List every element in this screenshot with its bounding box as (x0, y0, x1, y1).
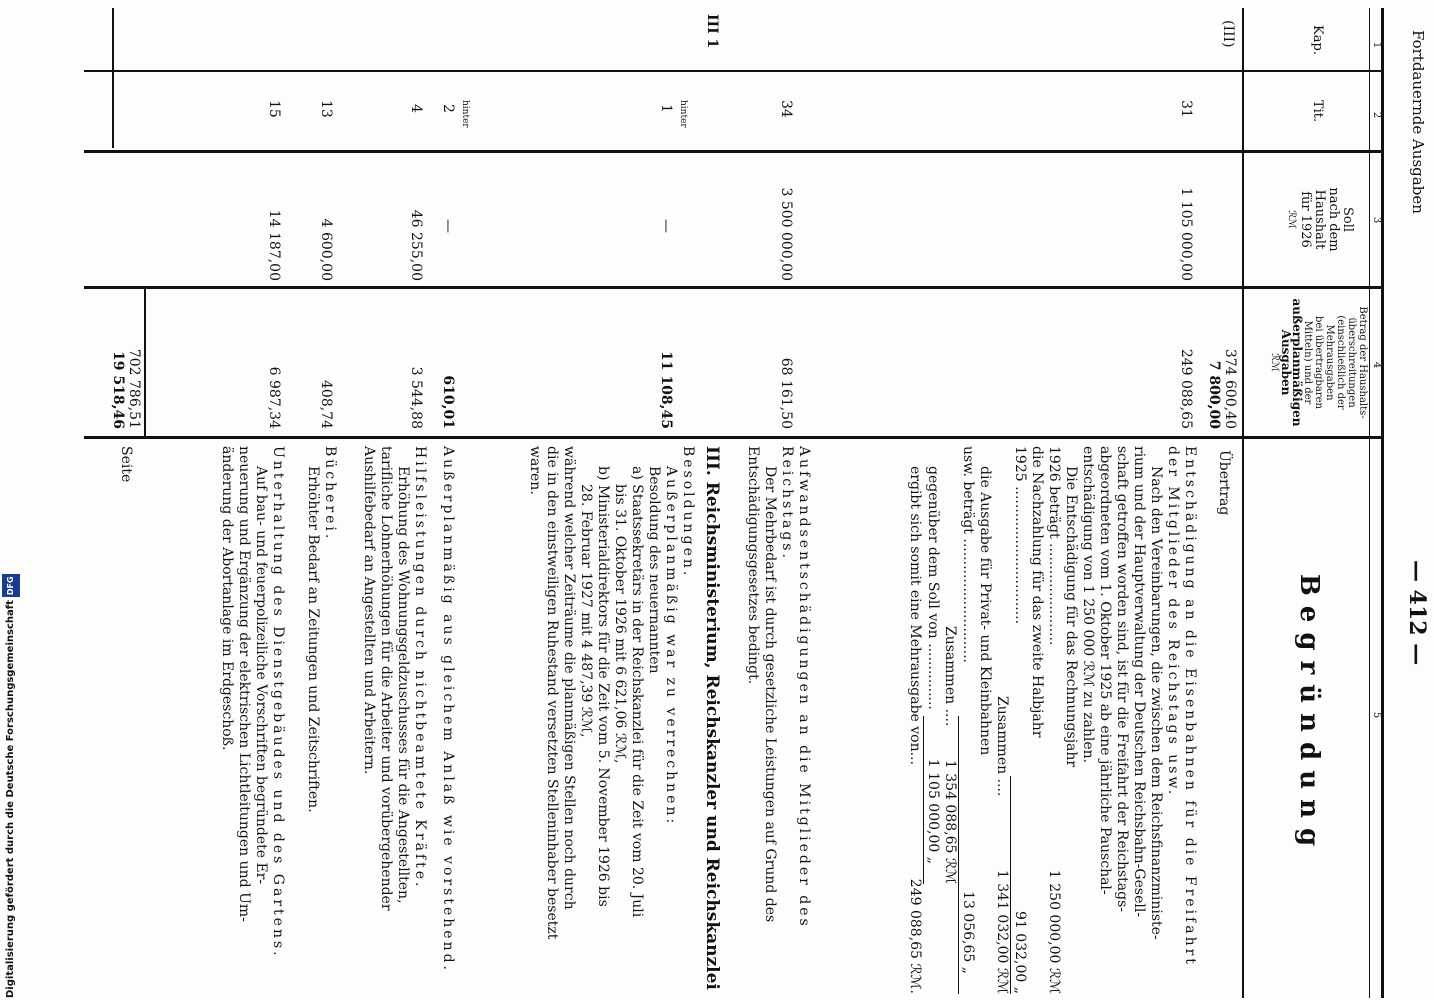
betrag-4: 3 544,88 (408, 366, 424, 429)
col-number-3: 3 (1371, 216, 1382, 224)
betrag-13: 408,74 (318, 380, 334, 429)
begruendung-13: Bücherei. Erhöhter Bedarf an Zeitungen und Zeitschriften. (305, 446, 338, 813)
uebertrag-label: Übertrag (1216, 450, 1232, 516)
begruendung-31: Entschädigung an die Eisenbahnen für die Freifahrt der Mitglieder des Reichstags usw. Nach den Vereinbarungen, die zwischen dem Reichsfinanzministe- rium und der Hauptverwaltung der Deutschen Reichsbahn-Gesell- schaft getroffen worden sind, ist für die Freifahrt der Reichstags- abgeordneten vom 1. Oktober 1925 ab eine jährliche Pauschal- entschädigung von 1 250 000 ℛℳ zu zahlen. Die Entschädigung für das Rechnungsjahr 1926 beträgt ....................... 1 250 000,00 ℛℳ die Nachzahlung für das zweite Halbjahr 1925 ............................... 91 032,00 „ Zusammen .... 1 341 032,00 ℛℳ die Ausgabe für Privat- und Kleinbahnen usw. beträgt ............................ 13 056,65 „ Zusammen .... 1 354 088,65 ℛℳ gegenüber dem Soll von ............... 1 105 000,00 „ ergibt sich somit eine Mehrausgabe von... 249 088,65 ℛℳ. (907, 446, 1198, 994)
header-betrag: Betrag der Haushalts- überschreitungen (einschließlich der Mehrausgaben bei übertragbaren Mitteln) und der außerplanmäßigen Ausgaben ℛℳ (1269, 298, 1368, 427)
col-number-4: 4 (1371, 361, 1382, 369)
soll-13: 4 600,00 (318, 218, 334, 281)
footer-label: Seite (118, 446, 134, 483)
begruendung-4: Hilfsleistungen durch nichtbeamtete Kräfte. Erhöhung des Wohnungsgeldzuschusses für die Angestellten, tarifliche Lohnerhöhungen für die Arbeiter und vorübergehender Aushilfebedarf an Angestellten und Arbeitern. (361, 446, 428, 911)
tit-34: 34 (778, 100, 794, 118)
col-number-2: 2 (1371, 111, 1382, 119)
total-2: 19 518,46 (110, 351, 126, 429)
running-title: Fortdauernde Ausgaben (1409, 30, 1427, 214)
tit-pre-1: hinter (678, 100, 688, 128)
soll-4: 46 255,00 (408, 209, 424, 281)
soll-hinter-1: — (658, 219, 674, 233)
heading-31: Entschädigung an die Eisenbahnen für die Freifahrt der Mitglieder des Reichstags usw. (1165, 446, 1198, 967)
tit-13: 13 (318, 100, 334, 118)
betrag-hinter-2: 610,01 (440, 375, 456, 429)
begruendung-hinter-1: Besoldungen. Außerplanmäßig war zu verrechnen: Besoldung des neuernannten a) Staatssekretärs in der Reichskanzlei für die Zeit vom 20. Juli bis 31. Oktober 1926 mit 6 621,06 ℛℳ, b) Ministerialdirektors für die Zeit vom 5. November 1926 bis 28. Februar 1927 mit 4 487,39 ℛℳ, während welcher Zeiträume die planmäßigen Stellen noch durch die in den einstweiligen Ruhestand versetzten Stelleninhaber besetzt waren. (527, 446, 696, 940)
begruendung-hinter-2: Außerplanmäßig aus gleichem Anlaß wie vorstehend. (440, 446, 456, 973)
dfg-logo: DFG (2, 574, 20, 597)
soll-34: 3 500 000,00 (778, 187, 794, 281)
tit-hinter-1: 1 (658, 104, 674, 113)
uebertrag-amount-2: 7 800,00 (1206, 360, 1222, 429)
header-begruendung: Begründung (1294, 573, 1324, 857)
betrag-31: 249 088,65 (1178, 348, 1194, 429)
digitization-text: Digitalisierung gefördert durch die Deutsche Forschungsgemeinschaft (5, 600, 16, 998)
begruendung-34: Aufwandsentschädigungen an die Mitglieder des Reichstags. Der Mehrbedarf ist durch gesetzliche Leistungen auf Grund des Entschädigungsgesetzes bedingt. (744, 446, 812, 994)
soll-15: 14 187,00 (266, 209, 282, 281)
header-kap: Kap. (1310, 25, 1325, 55)
page-number: — 412 — (1404, 560, 1430, 666)
header-soll: Soll nach dem Haushalt für 1926 ℛℳ (1286, 187, 1355, 252)
betrag-34: 68 161,50 (778, 357, 794, 429)
section-title: III. Reichsministerium, Reichskanzler und Reichskanzlei (702, 446, 722, 990)
tit-4: 4 (408, 104, 424, 113)
begruendung-15: Unterhaltung des Dienstgebäudes und des Gartens. Auf bau- und feuerpolizeiliche Vorschriften begründete Er- neuerung und Ergänzung der elektrischen Lichtleitungen und Um- änderung der Abortanlage im Erdgeschoß. (219, 446, 286, 959)
soll-31: 1 105 000,00 (1178, 187, 1194, 281)
section-kap: III 1 (704, 14, 720, 49)
soll-hinter-2: — (440, 219, 456, 233)
uebertrag-amount-1: 374 600,40 (1222, 348, 1238, 429)
heading-34: Aufwandsentschädigungen an die Mitglieder des Reichstags. (779, 446, 812, 929)
header-tit: Tit. (1310, 99, 1325, 123)
tit-pre-2: hinter (460, 100, 470, 128)
tit-15: 15 (266, 100, 282, 118)
betrag-15: 6 987,34 (266, 366, 282, 429)
col-number-5: 5 (1371, 711, 1382, 719)
uebertrag-kap: (III) (1220, 20, 1236, 48)
col-number-1: 1 (1371, 41, 1382, 49)
betrag-hinter-1: 11 108,45 (658, 351, 674, 429)
digitization-note (2, 576, 20, 998)
tit-hinter-2: 2 (440, 104, 456, 113)
total-1: 702 786,51 (126, 348, 142, 429)
tit-31: 31 (1178, 100, 1194, 118)
